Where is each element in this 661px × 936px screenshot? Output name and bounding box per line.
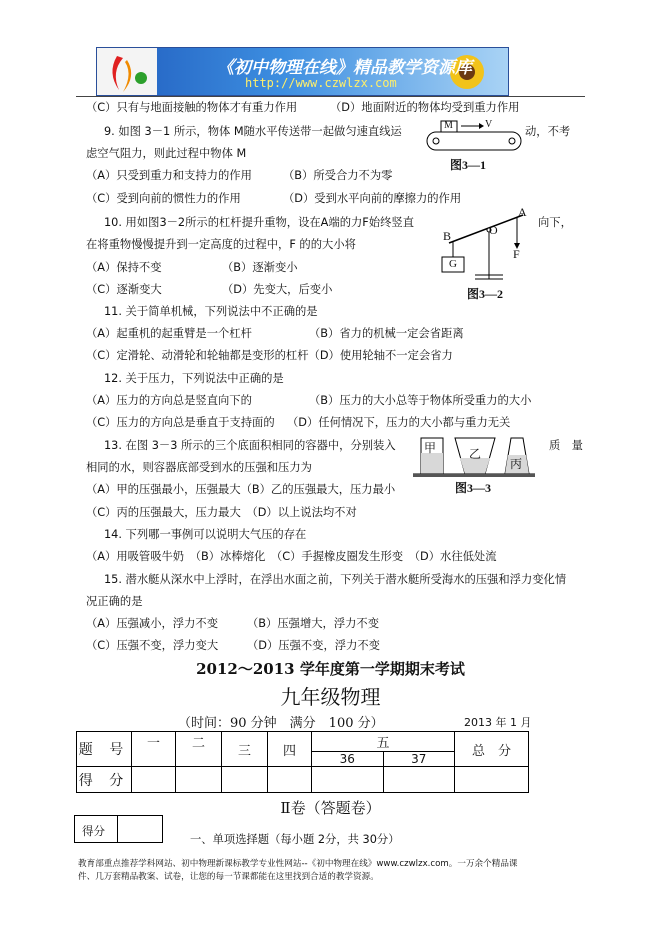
score-table-header-label: 题 号: [77, 732, 132, 767]
score-cell: [455, 767, 529, 793]
figure-3-1: M V 图3—1: [424, 118, 524, 176]
q12-option-c: （C）压力的方向总是垂直于支持面的: [86, 416, 275, 429]
logo: [97, 48, 157, 96]
q11-option-cd: （C）定滑轮、动滑轮和轮轴都是变形的杠杆（D）使用轮轴不一定会省力: [86, 349, 453, 362]
q9-option-a: （A）只受到重力和支持力的作用: [86, 169, 252, 182]
score-cell: [383, 767, 455, 793]
score-table-col-4: 四: [268, 732, 312, 767]
score-cell: [176, 767, 222, 793]
q10-option-d: （D）先变大，后变小: [222, 283, 333, 296]
q10-option-c: （C）逐渐变大: [86, 283, 162, 296]
q15-option-b: （B）压强增大，浮力不变: [247, 617, 380, 630]
figure-3-2-label: 图3—2: [467, 287, 504, 301]
exam-date: 2013 年 1 月: [464, 716, 532, 729]
score-table-sub-37: 37: [383, 752, 455, 767]
score-box: [74, 815, 163, 843]
q15-option-d: （D）压强不变，浮力不变: [247, 639, 380, 652]
q9-option-d: （D）受到水平向前的摩擦力的作用: [283, 192, 462, 205]
banner-url[interactable]: http://www.czwlzx.com: [245, 76, 397, 90]
q13-text-3: 相同的水，则容器底部受到水的压强和压力为: [86, 461, 312, 474]
score-table: [76, 731, 529, 793]
score-cell: [222, 767, 268, 793]
q13-option-cd: （C）丙的压强最大，压力最大 （D）以上说法均不对: [86, 506, 357, 519]
q11-text: 11. 关于简单机械，下列说法中不正确的是: [104, 305, 318, 318]
q12-option-d: （D）任何情况下，压力的大小都与重力无关: [287, 416, 511, 429]
q12-option-a: （A）压力的方向总是竖直向下的: [86, 394, 252, 407]
q11-option-b: （B）省力的机械一定会省距离: [309, 327, 464, 340]
q12-text: 12. 关于压力，下列说法中正确的是: [104, 372, 284, 385]
q15-text: 15. 潜水艇从深水中上浮时，在浮出水面之前，下列关于潜水艇所受海水的压强和浮力变化情: [104, 573, 567, 586]
score-table-col-2: 二: [176, 732, 222, 767]
q15-option-c: （C）压强不变，浮力变大: [86, 639, 219, 652]
q8-option-c: （C）只有与地面接触的物体才有重力作用: [86, 101, 298, 114]
figure-3-3: 甲 乙 丙 图3—3: [413, 433, 535, 495]
score-cell: [312, 767, 384, 793]
part-title: Ⅱ卷（答题卷）: [280, 799, 381, 817]
q14-options: （A）用吸管吸牛奶 （B）冰棒熔化 （C）手握橡皮圈发生形变 （D）水往低处流: [86, 550, 497, 563]
score-cell: [268, 767, 312, 793]
score-table-sub-36: 36: [312, 752, 384, 767]
figure-3-1-label: 图3—1: [450, 158, 487, 172]
score-table-row-label: 得 分: [77, 767, 132, 793]
q13-text-2: 质 量: [549, 439, 583, 452]
q15-option-a: （A）压强减小，浮力不变: [86, 617, 218, 630]
score-table-col-5: 五: [312, 732, 455, 752]
exam-time-info: （时间：90 分钟 满分 100 分）: [178, 716, 384, 731]
q9-option-b: （B）所受合力不为零: [283, 169, 393, 182]
q9-text-3: 虑空气阻力，则此过程中物体 M: [86, 147, 247, 160]
footer-line-2: 件、几万套精品教案、试卷，让您的每一节课都能在这里找到合适的教学资源。: [78, 872, 379, 882]
logo-icon: [97, 48, 157, 96]
q15-text-2: 况正确的是: [86, 595, 143, 608]
header-divider: [76, 96, 585, 97]
q10-text-3: 在将重物慢慢提升到一定高度的过程中，F 的的大小将: [86, 238, 356, 251]
banner-title: 《初中物理在线》精品教学资源库: [217, 58, 472, 78]
q13-option-ab: （A）甲的压强最小，压强最大（B）乙的压强最大，压力最小: [86, 483, 396, 496]
score-table-col-3: 三: [222, 732, 268, 767]
q9-text-2: 动，不考: [525, 125, 571, 138]
q10-option-b: （B）逐渐变小: [222, 261, 298, 274]
q11-option-a: （A）起重机的起重臂是一个杠杆: [86, 327, 252, 340]
footer-line-1: 教育部重点推荐学科网站、初中物理新课标教学专业性网站--《初中物理在线》www.czwlzx.com。一万余个精品课: [78, 859, 518, 869]
score-box-label: 得分: [82, 824, 105, 838]
header-banner: [96, 47, 509, 96]
figure-3-2: B O A F G 图3—2: [443, 205, 527, 301]
q14-text: 14. 下列哪一事例可以说明大气压的存在: [104, 528, 307, 541]
score-table-col-1: 一: [132, 732, 176, 767]
score-table-total: 总 分: [455, 732, 529, 767]
q10-text: 10. 用如图3－2所示的杠杆提升重物，设在A端的力F始终竖直: [104, 216, 414, 229]
figure-3-3-label: 图3—3: [455, 481, 492, 495]
q13-text: 13. 在图 3－3 所示的三个底面积相同的容器中，分别装入: [104, 439, 396, 452]
score-cell: [132, 767, 176, 793]
q8-option-d: （D）地面附近的物体均受到重力作用: [330, 101, 520, 114]
section-1-heading: 一、单项选择题（每小题 2分，共 30分）: [190, 833, 400, 846]
q9-text: 9. 如图 3－1 所示，物体 M随水平传送带一起做匀速直线运: [104, 125, 402, 138]
exam-subject: 九年级物理: [280, 685, 381, 709]
q10-text-2: 向下，: [538, 216, 572, 229]
q12-option-b: （B）压力的大小总等于物体所受重力的大小: [309, 394, 532, 407]
q10-option-a: （A）保持不变: [86, 261, 162, 274]
exam-title: 2012～2013 学年度第一学期期末考试: [196, 660, 465, 678]
q9-option-c: （C）受到向前的惯性力的作用: [86, 192, 241, 205]
